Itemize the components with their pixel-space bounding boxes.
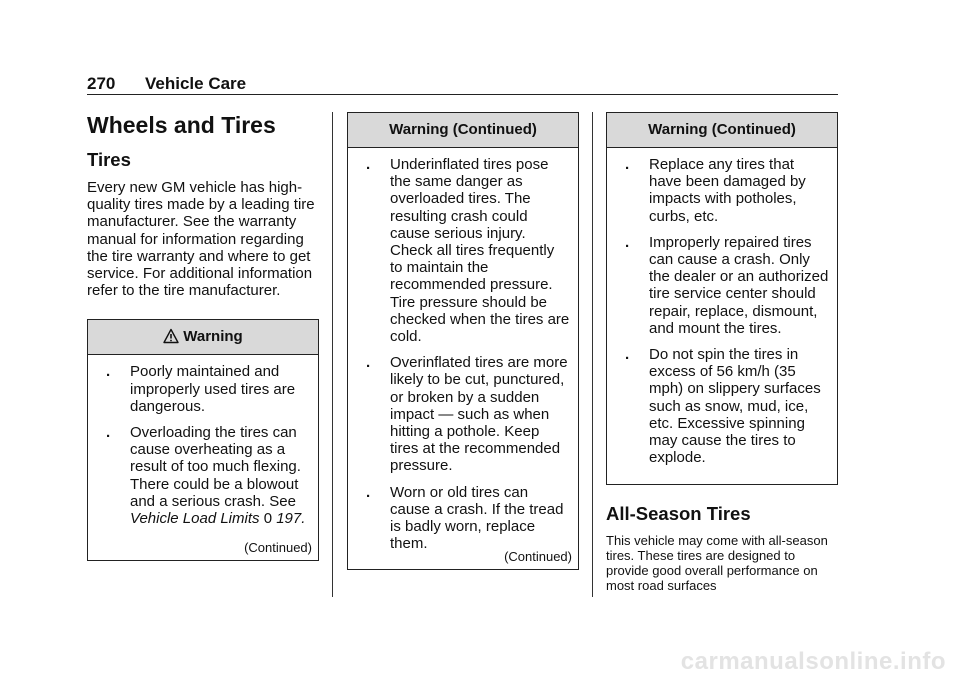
section-title-all-season: All-Season Tires: [606, 503, 751, 524]
xref-page[interactable]: 197: [276, 510, 302, 528]
warning-item: [98, 363, 310, 415]
column-3: [606, 112, 838, 593]
warning-item-text: Worn or old tires can cause a crash. If the tread is badly worn, replace them.: [390, 483, 564, 553]
bullet: .: [366, 156, 371, 173]
bullet: .: [366, 483, 371, 501]
warning-item: [358, 354, 570, 474]
warning-item: [617, 346, 829, 466]
warning-item: [617, 156, 829, 225]
warning-box-continued: [347, 112, 579, 570]
warning-box-continued: [606, 112, 838, 485]
continued-label: (Continued): [244, 540, 312, 556]
bullet: .: [366, 354, 371, 372]
warning-box: [87, 319, 319, 561]
intro-paragraph: Every new GM vehicle has high-quality tires made by a leading tire manufacturer. See the warranty manual for information regarding the tire warranty and where to get service. For additional information refer to the tire manufacturer.: [87, 179, 315, 300]
bullet: .: [106, 363, 111, 381]
warning-header: [88, 320, 318, 355]
warning-triangle-icon: [163, 328, 179, 344]
column-divider-right: [592, 112, 593, 597]
page-header: [87, 72, 838, 95]
warning-item: [358, 484, 570, 553]
column-divider-left: [332, 112, 333, 597]
watermark: carmanualsonline.info: [680, 648, 946, 675]
warning-item-text: Overinflated tires are more likely to be cut, punctured, or broken by a sudden impact — such as when hitting a pothole. Keep tires at the recommended pressure.: [390, 354, 568, 475]
column-2: [347, 112, 579, 570]
xref-link[interactable]: Vehicle Load Limits: [130, 510, 260, 528]
warning-header: Warning (Continued): [607, 113, 837, 148]
bullet: .: [625, 233, 630, 251]
warning-item: [617, 234, 829, 337]
subsection-title: Tires: [87, 149, 131, 170]
page-number: 270: [87, 74, 116, 93]
xref-period: .: [301, 510, 306, 528]
bullet: .: [625, 346, 630, 364]
bullet: .: [106, 424, 111, 442]
chapter-title: Vehicle Care: [145, 74, 247, 93]
warning-title: Warning: [183, 328, 243, 346]
section-title: Wheels and Tires: [87, 112, 276, 138]
warning-item-text: Do not spin the tires in excess of 56 km/h (35 mph) on slippery surfaces such as snow, mud, ice, etc. Excessive spinning may cause the tires to explode.: [649, 346, 821, 467]
continued-label: (Continued): [504, 549, 572, 564]
warning-header: Warning (Continued): [348, 113, 578, 148]
warning-item-text: Overloading the tires can cause overheating as a result of too much flexing. There could be a blowout and a serious crash. See: [130, 424, 301, 510]
all-season-paragraph: This vehicle may come with all-season tires. These tires are designed to provide good overall performance on most road surfaces: [606, 533, 828, 593]
warning-item-text: Poorly maintained and improperly used tires are dangerous.: [130, 363, 296, 415]
xref-arrow: 0: [263, 510, 273, 528]
bullet: .: [625, 156, 630, 173]
warning-item-text: Underinflated tires pose the same danger as overloaded tires. The resulting crash could cause serious injury. Check all tires frequently to maintain the recommended pressure. Tire pressure should be checked when the tires are cold.: [390, 156, 570, 346]
warning-item-text: Improperly repaired tires can cause a crash. Only the dealer or an authorized tire service center should repair, replace, dismount, and mount the tires.: [649, 233, 829, 337]
column-1: [87, 112, 319, 561]
warning-item: [358, 156, 570, 345]
warning-item-text: Replace any tires that have been damaged by impacts with potholes, curbs, etc.: [649, 156, 806, 225]
warning-item: [98, 424, 310, 527]
